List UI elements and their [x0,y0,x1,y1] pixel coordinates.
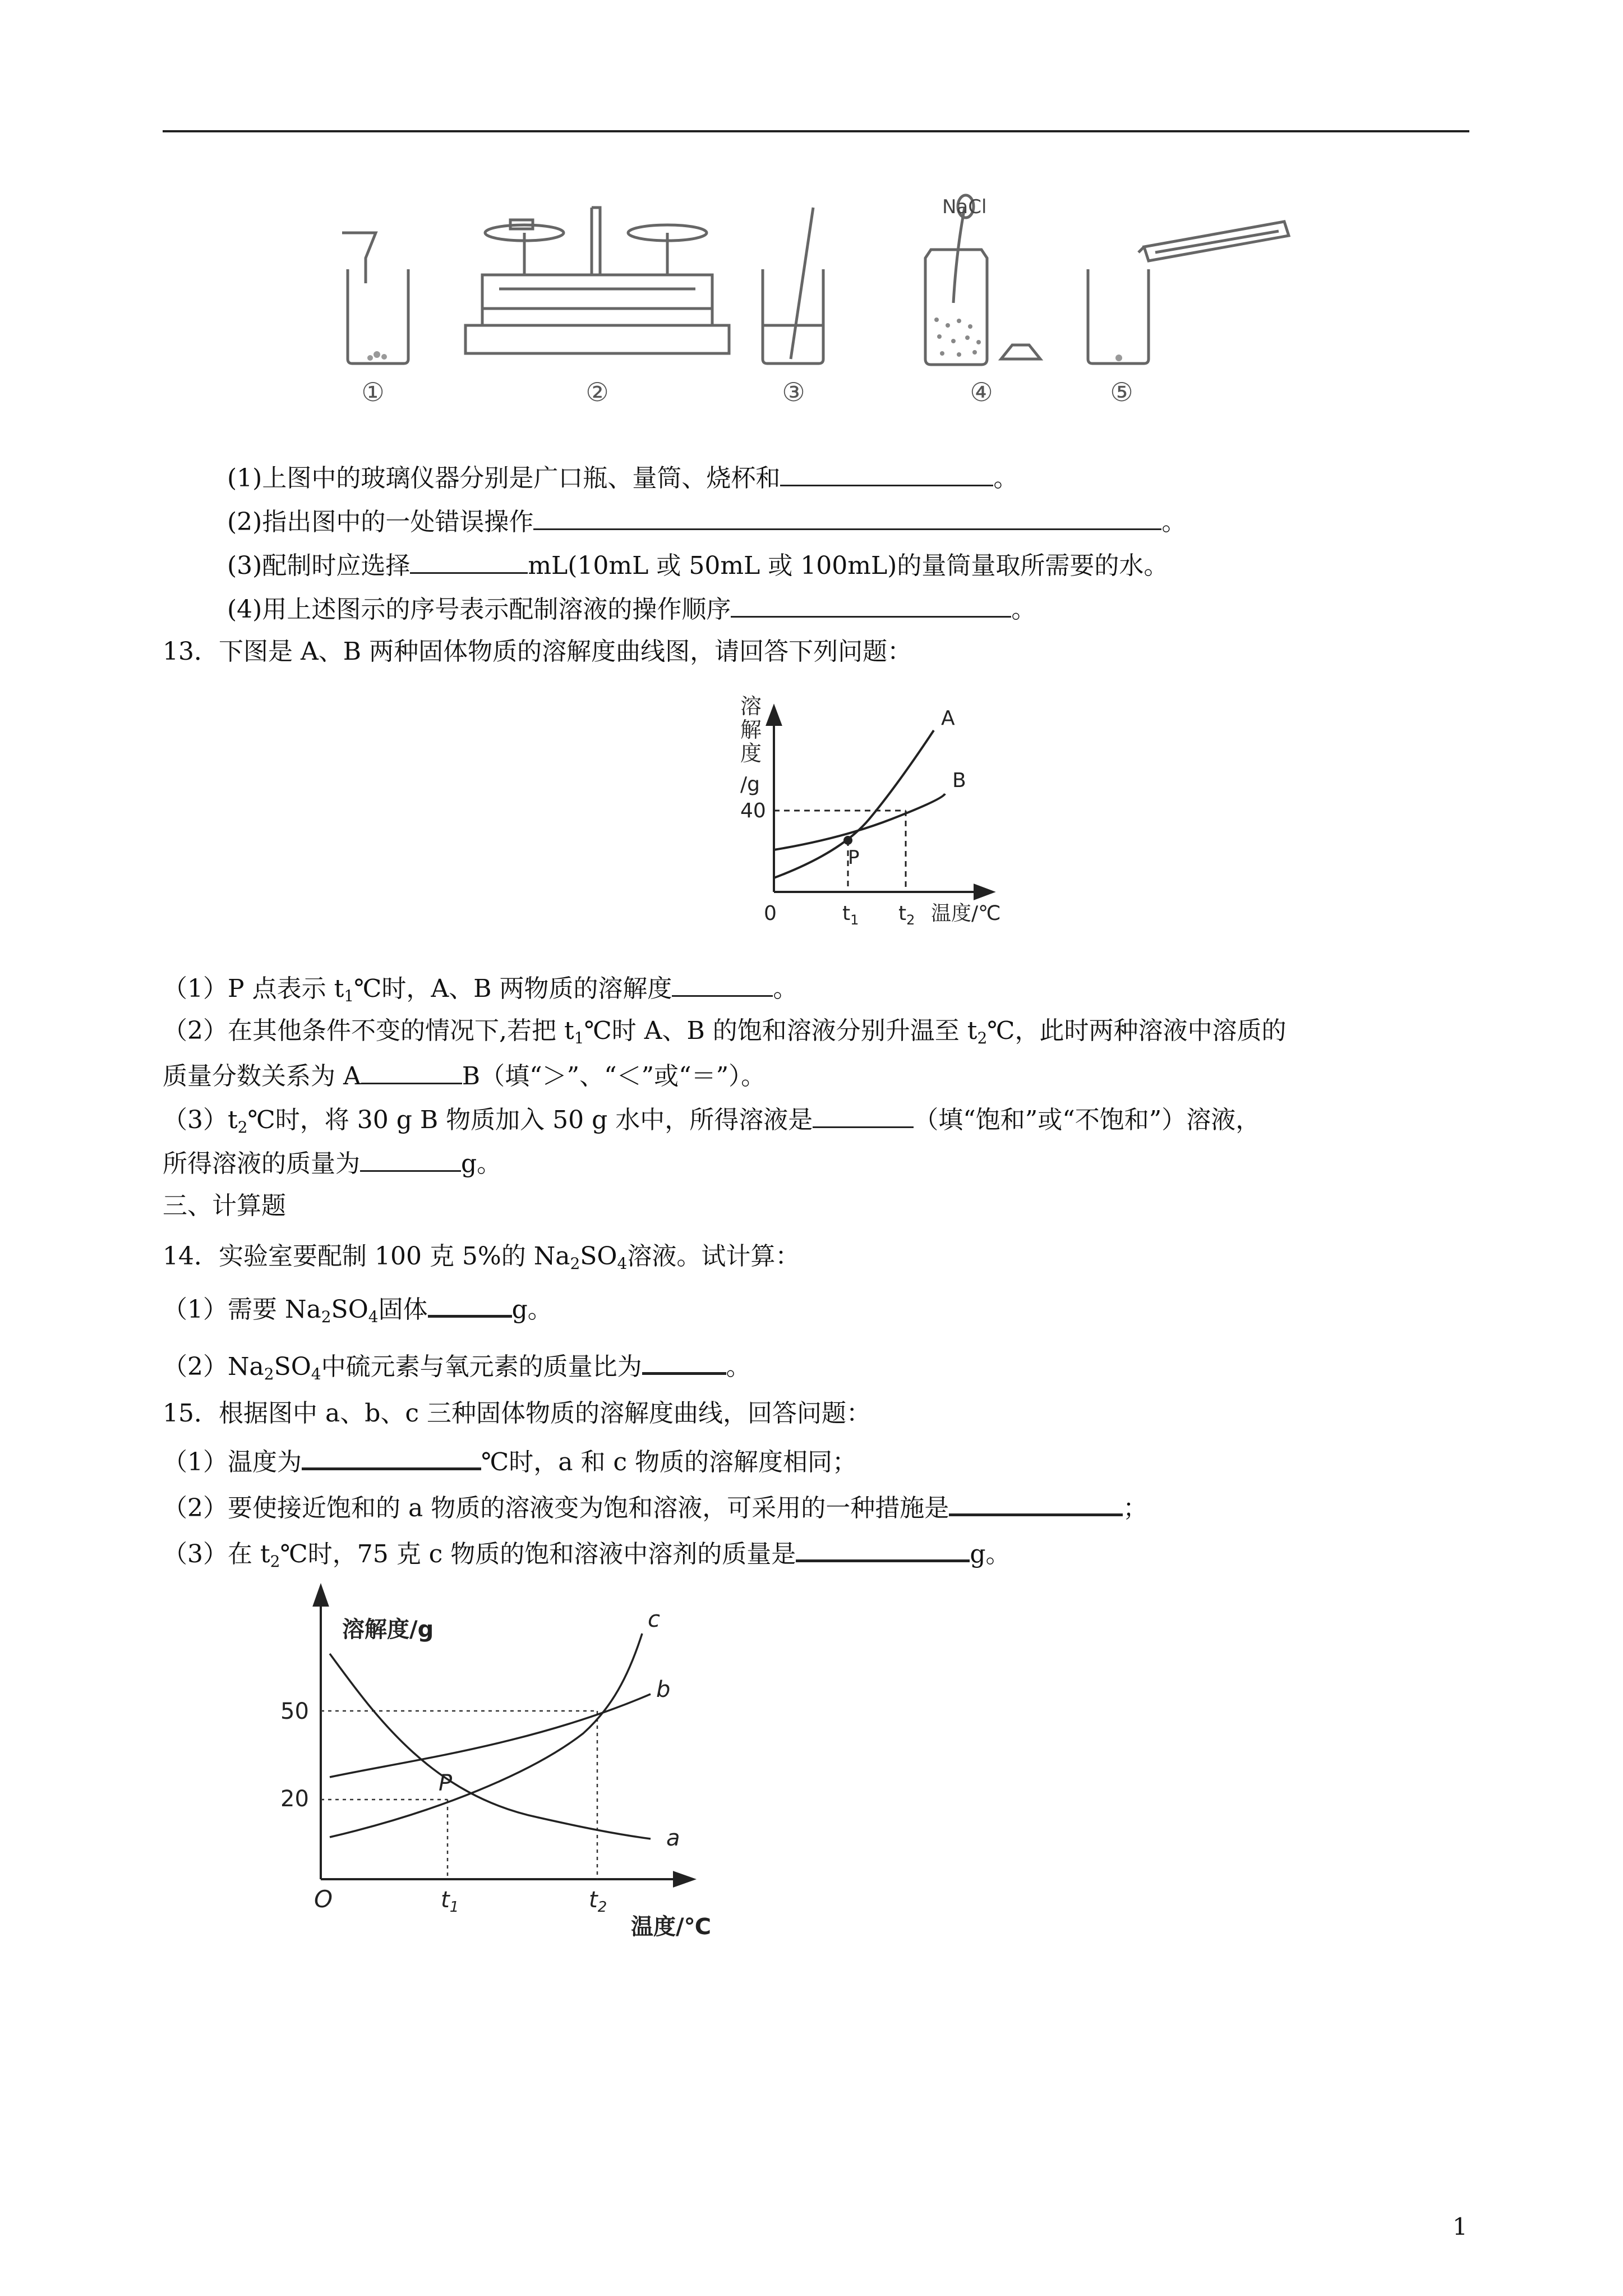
y-axis-arrow [314,1586,328,1605]
y-tick-50: 50 [280,1699,309,1724]
q15-part3: （3）在 $t_2℃$时，75 克 c 物质的饱和溶液中溶剂的质量是 g。 [163,1535,1010,1579]
step-label-2: ② [585,377,609,407]
balance-icon [465,208,729,353]
q14-part2: $(2)Na_2SO_4$中硫元素与氧元素的质量比为 。 [163,1347,751,1391]
answer-blank[interactable] [642,1347,726,1375]
step-label-4: ④ [970,377,993,407]
q14-stem: 14．实验室要配制 100 克 5%的 $Na_2SO_4$溶液。试计算： [163,1242,800,1273]
page-number: 1 [1453,2213,1468,2240]
answer-blank[interactable] [731,591,1011,618]
origin-label: 0 [764,902,777,925]
curve-c [330,1634,642,1837]
q13-solubility-chart [723,684,1038,931]
x-axis-arrow [674,1872,693,1886]
y-tick-20: 20 [280,1786,309,1812]
svg-text:解: 解 [740,717,762,742]
q13-part2-line1: （2）在其他条件不变的情况下,若把 $t_1℃$时 A、B 的饱和溶液分别升温至 $t_2℃$，此时两种溶液中溶质的 [163,1016,1287,1047]
apparatus-figure [314,191,1324,409]
x-axis-label: 温度/℃ [931,902,1001,925]
answer-blank[interactable] [949,1489,1123,1516]
answer-blank[interactable] [410,547,528,574]
beaker-funnel-icon [342,233,408,364]
header-rule [163,130,1469,132]
t2-label: $t_2$ [589,1887,607,1916]
y-tick-40: 40 [740,799,766,822]
series-c-label: c [648,1607,660,1632]
series-a-label: a [666,1825,680,1851]
answer-blank[interactable] [302,1443,481,1470]
beaker-stirring-icon [763,208,823,364]
svg-text:溶: 溶 [740,694,762,719]
answer-blank[interactable] [796,1535,970,1562]
beaker-cylinder-icon [1088,222,1289,364]
answer-blank[interactable] [428,1290,512,1318]
q13-stem: 13．下图是 A、B 两种固体物质的溶解度曲线图，请回答下列问题： [163,637,912,666]
answer-blank[interactable] [780,460,993,486]
step-label-3: ③ [782,377,805,407]
t2-label: $t_2$ [898,902,915,928]
point-p-label: P [439,1770,453,1796]
point-p-label: P [848,846,860,869]
q15-stem: 15．根据图中 a、b、c 三种固体物质的溶解度曲线，回答问题： [163,1399,871,1428]
q12-part3: (3)配制时应选择 mL(10mL 或 50mL 或 100mL)的量筒量取所需要的水。 [227,547,1168,583]
nacl-label: NaCl [942,196,987,218]
curve-b [330,1694,651,1777]
step-label-5: ⑤ [1110,377,1133,407]
q13-part2-line2: 质量分数关系为 A B（填“＞”、“＜”或“＝”）。 [163,1058,766,1093]
y-axis-arrow [767,707,781,725]
x-axis-arrow [975,885,993,899]
curve-a [330,1654,651,1839]
q12-part4: (4)用上述图示的序号表示配制溶液的操作顺序 。 [227,591,1036,627]
svg-text:度: 度 [740,741,762,766]
q15-part1: （1）温度为 ℃时，a 和 c 物质的溶解度相同； [163,1443,857,1479]
svg-text:/g: /g [740,773,760,796]
series-b-label: b [656,1677,671,1703]
q15-part2: （2）要使接近饱和的 a 物质的溶液变为饱和溶液，可采用的一种措施是 ； [163,1489,1147,1525]
x-axis-label: 温度/℃ [631,1914,712,1940]
answer-blank[interactable] [361,1058,462,1084]
series-a-label: A [941,707,955,730]
answer-blank[interactable] [533,504,1161,530]
answer-blank[interactable] [360,1145,461,1172]
q13-part3-line1: $(3)t_2℃$时，将 30 g B 物质加入 50 g 水中，所得溶液是 （填“饱和”或“不饱和”）溶液， [163,1102,1260,1144]
wide-mouth-jar-icon [925,195,1040,365]
curve-b [774,794,945,850]
section-title: 三、计算题 [163,1191,286,1220]
q14-part1: （1）需要 $Na_2SO_4$固体 g。 [163,1290,552,1334]
t1-label: $t_1$ [441,1887,459,1916]
answer-blank[interactable] [813,1102,914,1128]
origin-label: O [314,1885,333,1913]
point-p [843,836,852,845]
step-label-1: ① [361,377,385,407]
q12-part1: (1)上图中的玻璃仪器分别是广口瓶、量筒、烧杯和 。 [227,460,1018,495]
q15-solubility-chart [269,1571,763,2019]
t1-label: $t_1$ [842,902,859,928]
q13-part1: （1）P 点表示 $t_1℃$时，A、B 两物质的溶解度 。 [163,970,797,1013]
answer-blank[interactable] [672,970,773,997]
q12-part2: (2)指出图中的一处错误操作 。 [227,504,1186,539]
series-b-label: B [952,769,966,792]
q13-part3-line2: 所得溶液的质量为 g。 [163,1145,501,1181]
y-axis-label: 溶解度/g [342,1617,434,1642]
